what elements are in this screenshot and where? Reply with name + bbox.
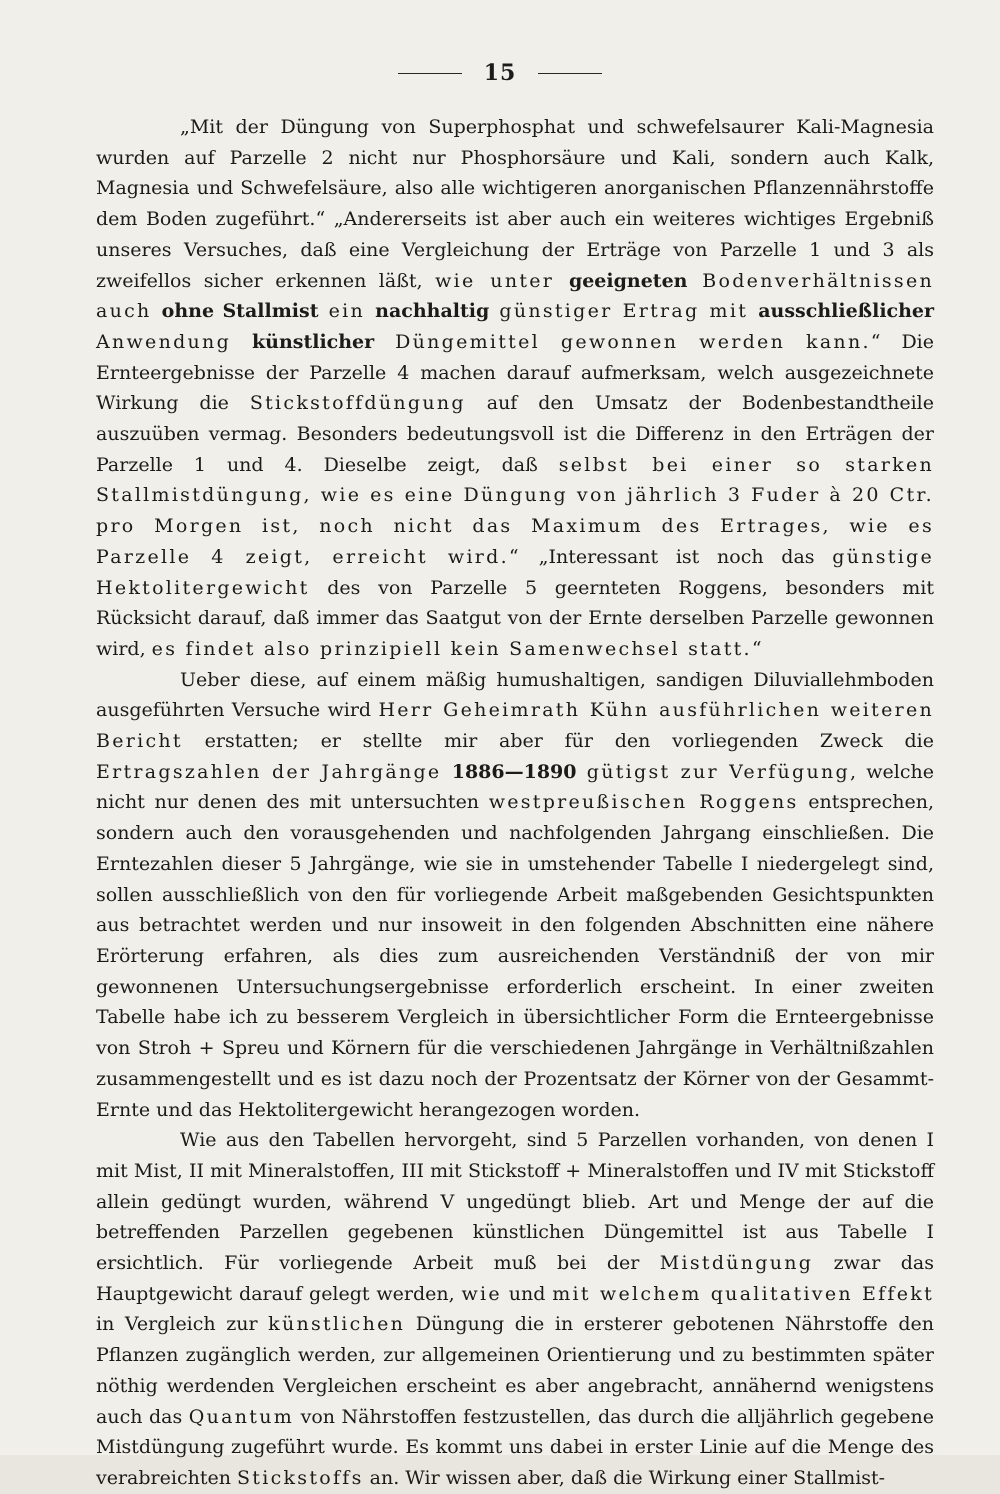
spaced-text-run: selbst bei einer so starken Stallmistdüngung, wie es eine Düngung von jährlich 3 Fuder à 20 Ctr. pro Morgen ist, noch nicht das Maximum des Ertrages, wie es Parzelle 4 zeigt, erreicht wird.“ — [96, 453, 934, 568]
text-run: auf den Umsatz der Bodenbestandtheile auszuüben vermag. Besonders bedeutungsvoll ist die Differenz in den Erträgen der Parzelle 1 und 4. Dieselbe zeigt, daß — [96, 392, 934, 476]
paragraph-1 — [96, 112, 934, 665]
spaced-text-run: Ertragszahlen der Jahrgänge — [96, 760, 452, 783]
text-run: „Mit der Düngung von Superphosphat und schwefelsaurer Kali-Magnesia wurden auf Parzelle 2 nicht nur Phosphorsäure und Kali, sondern auch Kalk, Magnesia und Schwefelsäure, also alle wichtigeren anorganischen Pflanzennährstoffe dem Boden zugeführt.“ „Andererseits ist aber auch ein weiteres wichtiges Ergebniß unseres Versuches, daß eine Vergleichung der Erträge von Parzelle 1 und 3 als zweifellos sicher erkennen läßt, — [96, 116, 934, 292]
spaced-text-run: wie unter — [435, 269, 569, 292]
bold-text-run: ohne Stallmist — [161, 300, 319, 323]
spaced-text-run: Bodenverhältnissen auch — [96, 269, 934, 323]
spaced-text-run: westpreußischen Roggens — [488, 791, 799, 814]
text-run: von Nährstoffen festzustellen, das durch die alljährlich gegebene Mistdüngung zugeführt wurde. Es kommt uns dabei in erster Linie auf die Menge des verabreichten — [96, 1405, 934, 1489]
text-run: und — [501, 1282, 553, 1305]
spaced-text-run: es findet also prinzipiell kein Samenwechsel statt.“ — [151, 637, 764, 660]
text-run: an. Wir wissen aber, daß die Wirkung einer Stallmist- — [363, 1466, 886, 1489]
spaced-text-run: Stickstoffdüngung — [249, 392, 466, 415]
bold-text-run: nachhaltig — [375, 300, 490, 323]
text-run: Ueber diese, auf einem mäßig humushaltigen, sandigen Diluviallehmboden ausgeführten Versuche wird — [96, 668, 934, 722]
bold-text-run: ausschließlicher — [758, 300, 935, 323]
text-run: entsprechen, sondern auch den vorausgehenden und nachfolgenden Jahrgang einschließen. Die Erntezahlen dieser 5 Jahrgänge, wie sie in umstehender Tabelle I niedergelegt sind, sollen ausschließlich von den für vorliegende Arbeit maßgebenden Gesichtspunkten aus betrachtet werden und nur insoweit in den folgenden Abschnitten eine nähere Erörterung erfahren, als dies zum ausreichenden Verständniß der von mir gewonnenen Untersuchungsergebnisse erforderlich erscheint. In einer zweiten Tabelle habe ich zu besserem Vergleich in übersichtlicher Form die Ernteergebnisse von Stroh + Spreu und Körnern für die verschiedenen Jahrgänge in Verhältnißzahlen zusammengestellt und es ist dazu noch der Prozentsatz der Körner von der Gesammt-Ernte und das Hektolitergewicht herangezogen worden. — [96, 791, 934, 1121]
text-run: „Interessant ist noch das — [520, 545, 833, 568]
text-run: Düngung die in ersterer gebotenen Nährstoffe den Pflanzen zugänglich werden, zur allgemeinen Orientierung und zu bestimmten später nöthig werdenden Vergleichen erscheint es aber angebracht, annähernd wenigstens auch das — [96, 1313, 934, 1428]
bold-text-run: 1886—1890 — [451, 760, 577, 783]
text-run: welche nicht nur denen des mit untersuchten — [96, 760, 935, 814]
spaced-text-run: mit welchem qualitativen Effekt — [552, 1282, 934, 1305]
spaced-text-run: Anwendung — [96, 330, 252, 353]
spaced-text-run: ein — [318, 300, 376, 323]
text-run: zwar das Hauptgewicht darauf gelegt werden, — [96, 1252, 934, 1305]
header-rule-right — [538, 73, 602, 74]
text-run: erstatten; er stellte mir aber für den vorliegenden Zweck die — [182, 730, 934, 753]
spaced-text-run: Quantum — [188, 1405, 295, 1428]
page-number: 15 — [483, 60, 517, 86]
text-run: in Vergleich zur — [96, 1313, 269, 1336]
text-run: Die Ernteergebnisse der Parzelle 4 machen darauf aufmerksam, welch ausgezeichnete Wirkung die — [96, 330, 934, 415]
spaced-text-run: Düngemittel gewonnen werden kann.“ — [374, 330, 883, 353]
text-run: des von Parzelle 5 geernteten Roggens, besonders mit Rücksicht darauf, daß immer das Saatgut von der Ernte derselben Parzelle gewonnen wird, — [96, 576, 934, 660]
spaced-text-run: künstlichen — [268, 1313, 406, 1336]
paragraph-3 — [96, 1125, 934, 1493]
bold-text-run: geeigneten — [568, 269, 688, 292]
spaced-text-run: Mistdüngung — [659, 1252, 814, 1275]
text-run: Wie aus den Tabellen hervorgeht, sind 5 Parzellen vorhanden, von denen I mit Mist, II mit Mineralstoffen, III mit Stickstoff + Mineralstoffen und IV mit Stickstoff allein gedüngt wurden, während V ungedüngt blieb. Art und Menge der auf die betreffenden Parzellen gegebenen künstlichen Düngemittel ist aus Tabelle I ersichtlich. Für vorliegende Arbeit muß bei der — [96, 1129, 934, 1275]
paragraph-2 — [96, 665, 934, 1126]
bold-text-run: künstlicher — [251, 330, 375, 353]
spaced-text-run: gütigst zur Verfügung, — [576, 760, 859, 783]
spaced-text-run: wie — [461, 1282, 502, 1305]
spaced-text-run: Herr Geheimrath Kühn ausführlichen weiteren Bericht — [96, 699, 935, 753]
page-header — [0, 58, 1000, 88]
spaced-text-run: günstige Hektolitergewicht — [96, 545, 935, 599]
spaced-text-run: günstiger Ertrag mit — [489, 300, 759, 323]
header-rule-left — [398, 73, 462, 74]
document-body — [96, 112, 934, 1494]
spaced-text-run: Stickstoffs — [237, 1466, 364, 1489]
